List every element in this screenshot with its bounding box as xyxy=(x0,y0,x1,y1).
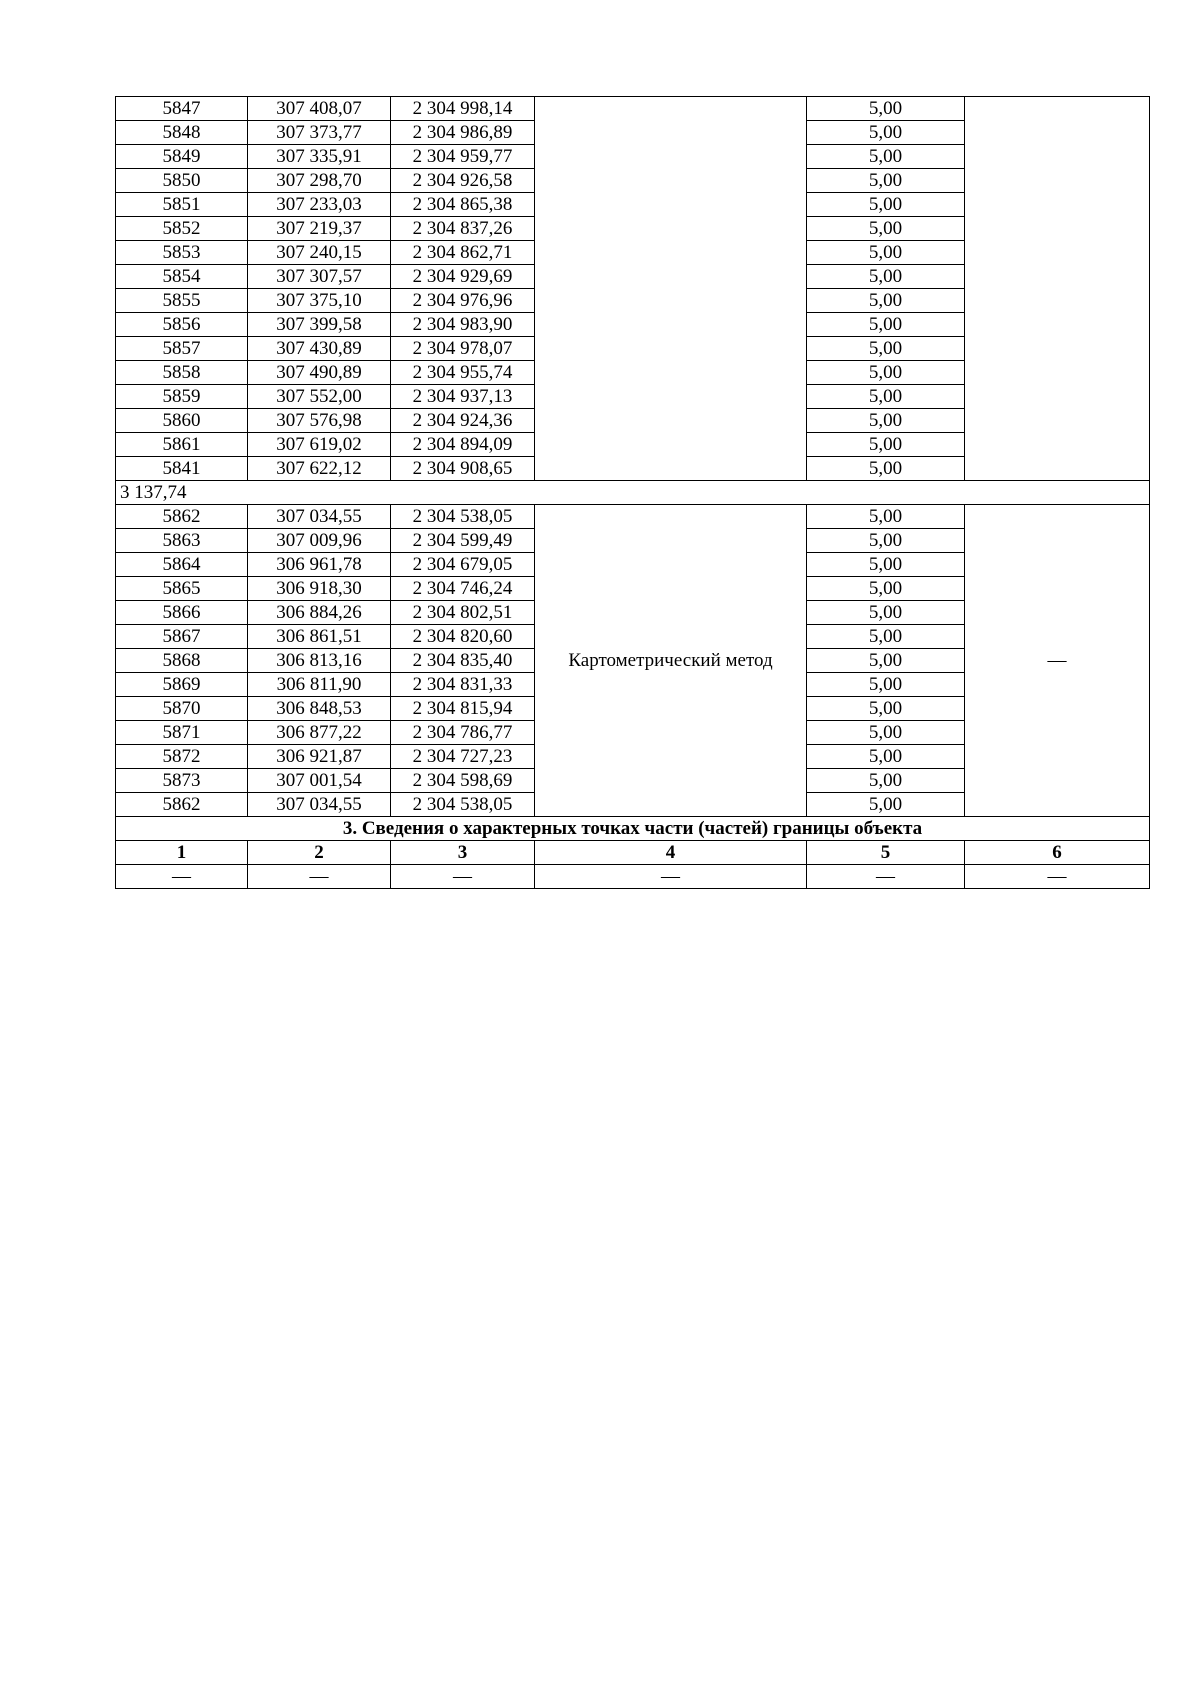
x-coordinate-cell: 307 335,91 xyxy=(248,145,391,169)
column-number-cell: 1 xyxy=(116,841,248,865)
accuracy-cell: 5,00 xyxy=(807,457,965,481)
x-coordinate-cell: 307 375,10 xyxy=(248,289,391,313)
accuracy-cell: 5,00 xyxy=(807,385,965,409)
x-coordinate-cell: 306 921,87 xyxy=(248,745,391,769)
point-number-cell: 5848 xyxy=(116,121,248,145)
document-page xyxy=(115,96,1149,889)
column-numbers-row xyxy=(116,841,1150,865)
dash-cell: — xyxy=(116,865,248,889)
accuracy-cell: 5,00 xyxy=(807,577,965,601)
accuracy-cell: 5,00 xyxy=(807,721,965,745)
point-number-cell: 5849 xyxy=(116,145,248,169)
dash-cell: — xyxy=(391,865,535,889)
accuracy-cell: 5,00 xyxy=(807,409,965,433)
x-coordinate-cell: 306 884,26 xyxy=(248,601,391,625)
x-coordinate-cell: 307 373,77 xyxy=(248,121,391,145)
accuracy-cell: 5,00 xyxy=(807,433,965,457)
point-number-cell: 5861 xyxy=(116,433,248,457)
accuracy-cell: 5,00 xyxy=(807,97,965,121)
point-number-cell: 5870 xyxy=(116,697,248,721)
point-number-cell: 5851 xyxy=(116,193,248,217)
point-number-cell: 5862 xyxy=(116,793,248,817)
accuracy-cell: 5,00 xyxy=(807,145,965,169)
y-coordinate-cell: 2 304 802,51 xyxy=(391,601,535,625)
point-number-cell: 5852 xyxy=(116,217,248,241)
section-title: 3. Сведения о характерных точках части (частей) границы объекта xyxy=(116,817,1150,841)
coordinates-table-body xyxy=(116,97,1150,889)
y-coordinate-cell: 2 304 926,58 xyxy=(391,169,535,193)
point-number-cell: 5862 xyxy=(116,505,248,529)
accuracy-cell: 5,00 xyxy=(807,505,965,529)
y-coordinate-cell: 2 304 983,90 xyxy=(391,313,535,337)
point-number-cell: 5850 xyxy=(116,169,248,193)
accuracy-cell: 5,00 xyxy=(807,601,965,625)
x-coordinate-cell: 307 298,70 xyxy=(248,169,391,193)
y-coordinate-cell: 2 304 924,36 xyxy=(391,409,535,433)
point-number-cell: 5869 xyxy=(116,673,248,697)
y-coordinate-cell: 2 304 837,26 xyxy=(391,217,535,241)
dash-cell: — xyxy=(965,865,1150,889)
x-coordinate-cell: 307 430,89 xyxy=(248,337,391,361)
point-number-cell: 5854 xyxy=(116,265,248,289)
point-number-cell: 5868 xyxy=(116,649,248,673)
y-coordinate-cell: 2 304 937,13 xyxy=(391,385,535,409)
method-cell: Картометрический метод xyxy=(535,505,807,817)
empty-data-row xyxy=(116,865,1150,889)
accuracy-cell: 5,00 xyxy=(807,289,965,313)
point-number-cell: 5860 xyxy=(116,409,248,433)
y-coordinate-cell: 2 304 976,96 xyxy=(391,289,535,313)
dash-cell: — xyxy=(807,865,965,889)
y-coordinate-cell: 2 304 862,71 xyxy=(391,241,535,265)
point-number-cell: 5863 xyxy=(116,529,248,553)
accuracy-cell: 5,00 xyxy=(807,673,965,697)
x-coordinate-cell: 306 861,51 xyxy=(248,625,391,649)
accuracy-cell: 5,00 xyxy=(807,697,965,721)
x-coordinate-cell: 307 408,07 xyxy=(248,97,391,121)
point-number-cell: 5847 xyxy=(116,97,248,121)
x-coordinate-cell: 306 877,22 xyxy=(248,721,391,745)
x-coordinate-cell: 307 576,98 xyxy=(248,409,391,433)
y-coordinate-cell: 2 304 746,24 xyxy=(391,577,535,601)
point-number-cell: 5856 xyxy=(116,313,248,337)
point-number-cell: 5864 xyxy=(116,553,248,577)
y-coordinate-cell: 2 304 786,77 xyxy=(391,721,535,745)
area-row xyxy=(116,481,1150,505)
point-number-cell: 5866 xyxy=(116,601,248,625)
accuracy-cell: 5,00 xyxy=(807,649,965,673)
x-coordinate-cell: 307 001,54 xyxy=(248,769,391,793)
dash-cell: — xyxy=(248,865,391,889)
x-coordinate-cell: 307 034,55 xyxy=(248,793,391,817)
point-number-cell: 5871 xyxy=(116,721,248,745)
accuracy-cell: 5,00 xyxy=(807,121,965,145)
accuracy-cell: 5,00 xyxy=(807,313,965,337)
y-coordinate-cell: 2 304 599,49 xyxy=(391,529,535,553)
accuracy-cell: 5,00 xyxy=(807,553,965,577)
accuracy-cell: 5,00 xyxy=(807,337,965,361)
y-coordinate-cell: 2 304 955,74 xyxy=(391,361,535,385)
y-coordinate-cell: 2 304 959,77 xyxy=(391,145,535,169)
x-coordinate-cell: 307 307,57 xyxy=(248,265,391,289)
y-coordinate-cell: 2 304 727,23 xyxy=(391,745,535,769)
y-coordinate-cell: 2 304 679,05 xyxy=(391,553,535,577)
column-number-cell: 3 xyxy=(391,841,535,865)
x-coordinate-cell: 307 490,89 xyxy=(248,361,391,385)
section-title-row xyxy=(116,817,1150,841)
accuracy-cell: 5,00 xyxy=(807,217,965,241)
x-coordinate-cell: 307 619,02 xyxy=(248,433,391,457)
x-coordinate-cell: 307 233,03 xyxy=(248,193,391,217)
y-coordinate-cell: 2 304 538,05 xyxy=(391,793,535,817)
x-coordinate-cell: 306 848,53 xyxy=(248,697,391,721)
y-coordinate-cell: 2 304 929,69 xyxy=(391,265,535,289)
y-coordinate-cell: 2 304 908,65 xyxy=(391,457,535,481)
point-number-cell: 5865 xyxy=(116,577,248,601)
x-coordinate-cell: 306 813,16 xyxy=(248,649,391,673)
column-number-cell: 2 xyxy=(248,841,391,865)
dash-cell: — xyxy=(535,865,807,889)
y-coordinate-cell: 2 304 865,38 xyxy=(391,193,535,217)
x-coordinate-cell: 306 961,78 xyxy=(248,553,391,577)
point-number-cell: 5855 xyxy=(116,289,248,313)
point-number-cell: 5867 xyxy=(116,625,248,649)
accuracy-cell: 5,00 xyxy=(807,241,965,265)
point-number-cell: 5858 xyxy=(116,361,248,385)
column-number-cell: 6 xyxy=(965,841,1150,865)
point-number-cell: 5841 xyxy=(116,457,248,481)
table-row xyxy=(116,97,1150,121)
x-coordinate-cell: 307 034,55 xyxy=(248,505,391,529)
x-coordinate-cell: 307 219,37 xyxy=(248,217,391,241)
accuracy-cell: 5,00 xyxy=(807,793,965,817)
accuracy-cell: 5,00 xyxy=(807,769,965,793)
point-number-cell: 5853 xyxy=(116,241,248,265)
column-number-cell: 5 xyxy=(807,841,965,865)
accuracy-cell: 5,00 xyxy=(807,169,965,193)
accuracy-cell: 5,00 xyxy=(807,361,965,385)
y-coordinate-cell: 2 304 894,09 xyxy=(391,433,535,457)
x-coordinate-cell: 307 240,15 xyxy=(248,241,391,265)
y-coordinate-cell: 2 304 820,60 xyxy=(391,625,535,649)
x-coordinate-cell: 306 918,30 xyxy=(248,577,391,601)
accuracy-cell: 5,00 xyxy=(807,265,965,289)
y-coordinate-cell: 2 304 538,05 xyxy=(391,505,535,529)
accuracy-cell: 5,00 xyxy=(807,745,965,769)
x-coordinate-cell: 307 399,58 xyxy=(248,313,391,337)
area-value-cell: 3 137,74 xyxy=(116,481,1150,505)
y-coordinate-cell: 2 304 831,33 xyxy=(391,673,535,697)
description-cell xyxy=(965,97,1150,481)
method-cell xyxy=(535,97,807,481)
point-number-cell: 5859 xyxy=(116,385,248,409)
column-number-cell: 4 xyxy=(535,841,807,865)
accuracy-cell: 5,00 xyxy=(807,625,965,649)
coordinates-table xyxy=(115,96,1150,889)
description-cell: — xyxy=(965,505,1150,817)
y-coordinate-cell: 2 304 978,07 xyxy=(391,337,535,361)
y-coordinate-cell: 2 304 598,69 xyxy=(391,769,535,793)
y-coordinate-cell: 2 304 986,89 xyxy=(391,121,535,145)
y-coordinate-cell: 2 304 998,14 xyxy=(391,97,535,121)
accuracy-cell: 5,00 xyxy=(807,193,965,217)
point-number-cell: 5872 xyxy=(116,745,248,769)
y-coordinate-cell: 2 304 835,40 xyxy=(391,649,535,673)
y-coordinate-cell: 2 304 815,94 xyxy=(391,697,535,721)
x-coordinate-cell: 306 811,90 xyxy=(248,673,391,697)
point-number-cell: 5857 xyxy=(116,337,248,361)
x-coordinate-cell: 307 622,12 xyxy=(248,457,391,481)
point-number-cell: 5873 xyxy=(116,769,248,793)
x-coordinate-cell: 307 009,96 xyxy=(248,529,391,553)
table-row xyxy=(116,505,1150,529)
accuracy-cell: 5,00 xyxy=(807,529,965,553)
x-coordinate-cell: 307 552,00 xyxy=(248,385,391,409)
